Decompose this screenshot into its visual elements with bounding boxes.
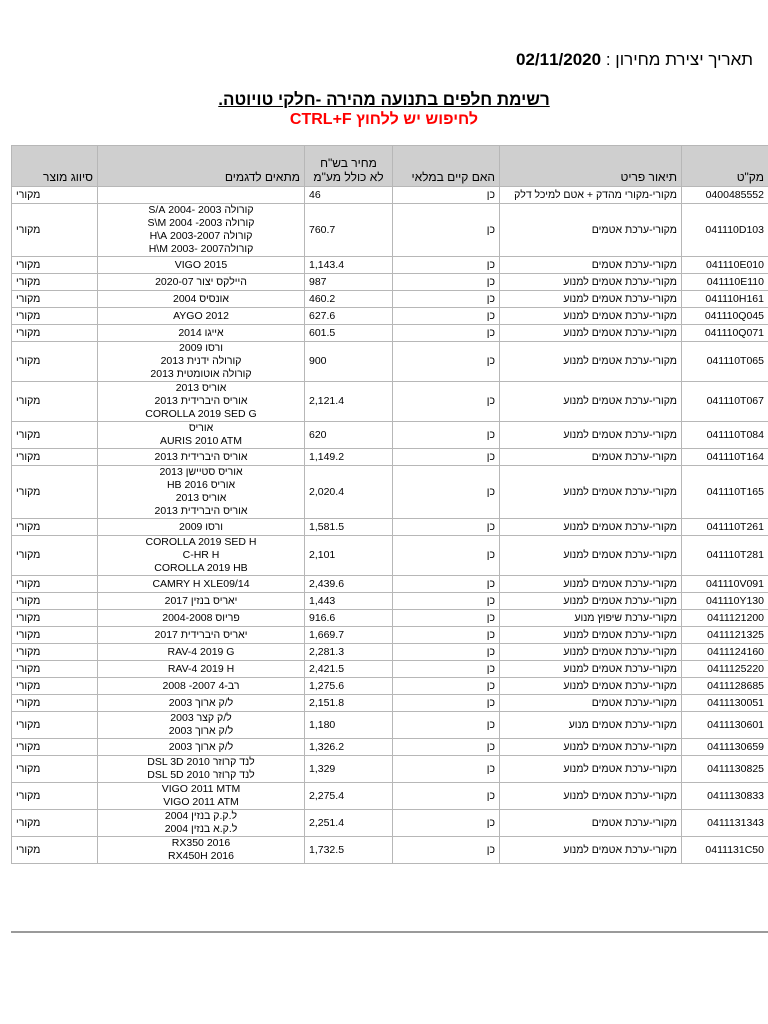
col-header-sku: מק"ט xyxy=(682,146,768,187)
table-cell-sku: 041110H161 xyxy=(682,291,768,308)
table-cell-description: מקורי-ערכת אטמים למנוע xyxy=(500,274,682,291)
table-cell-models: CAMRY H XLE09/14 xyxy=(98,576,305,593)
table-row xyxy=(12,274,768,291)
table-cell-sku: 0411125220 xyxy=(682,661,768,678)
table-cell-in-stock: כן xyxy=(393,627,500,644)
table-row xyxy=(12,342,768,382)
table-cell-sku: 0411130825 xyxy=(682,756,768,783)
table-cell-classification: מקורי xyxy=(12,593,98,610)
table-cell-models: ל/ק קצר 2003 ל/ק ארוך 2003 xyxy=(98,712,305,739)
table-cell-in-stock: כן xyxy=(393,756,500,783)
table-cell-price: 627.6 xyxy=(305,308,393,325)
table-cell-classification: מקורי xyxy=(12,661,98,678)
table-cell-description: מקורי-ערכת אטמים למנוע xyxy=(500,644,682,661)
table-cell-description: מקורי-ערכת אטמים למנוע xyxy=(500,756,682,783)
table-cell-classification: מקורי xyxy=(12,422,98,449)
table-cell-in-stock: כן xyxy=(393,257,500,274)
table-cell-description: מקורי-ערכת אטמים xyxy=(500,810,682,837)
table-cell-description: מקורי-ערכת אטמים למנוע xyxy=(500,739,682,756)
table-row xyxy=(12,422,768,449)
table-cell-models: ל/ק ארוך 2003 xyxy=(98,695,305,712)
table-cell-sku: 0411131343 xyxy=(682,810,768,837)
table-cell-sku: 041110D103 xyxy=(682,204,768,257)
table-row xyxy=(12,712,768,739)
table-row xyxy=(12,661,768,678)
page-title: רשימת חלפים בתנועה מהירה -חלקי טויוטה. xyxy=(218,90,550,109)
table-cell-models: אוריס היברידית 2013 xyxy=(98,449,305,466)
table-cell-description: מקורי-ערכת אטמים למנוע xyxy=(500,342,682,382)
table-cell-price: 2,121.4 xyxy=(305,382,393,422)
table-cell-price: 916.6 xyxy=(305,610,393,627)
table-cell-in-stock: כן xyxy=(393,644,500,661)
table-cell-models: יאריס בנזין 2017 xyxy=(98,593,305,610)
table-cell-description: מקורי-ערכת אטמים xyxy=(500,204,682,257)
table-cell-models: ל.ק.ק בנזין 2004 ל.ק.א בנזין 2004 xyxy=(98,810,305,837)
table-cell-in-stock: כן xyxy=(393,274,500,291)
table-cell-price: 2,421.5 xyxy=(305,661,393,678)
table-cell-classification: מקורי xyxy=(12,342,98,382)
table-cell-models: לנד קרוזר DSL 3D 2010 לנד קרוזר DSL 5D 2010 xyxy=(98,756,305,783)
table-cell-in-stock: כן xyxy=(393,610,500,627)
table-cell-models: ורסו 2009 קורולה ידנית 2013 קורולה אוטומטית 2013 xyxy=(98,342,305,382)
table-cell-sku: 0411121325 xyxy=(682,627,768,644)
table-cell-price: 1,143.4 xyxy=(305,257,393,274)
table-cell-classification: מקורי xyxy=(12,644,98,661)
table-row xyxy=(12,678,768,695)
table-row xyxy=(12,466,768,519)
table-cell-description: מקורי-ערכת אטמים למנוע xyxy=(500,627,682,644)
table-cell-sku: 041110T164 xyxy=(682,449,768,466)
table-row xyxy=(12,382,768,422)
table-cell-classification: מקורי xyxy=(12,536,98,576)
table-header-row xyxy=(12,146,768,187)
table-cell-classification: מקורי xyxy=(12,519,98,536)
table-cell-description: מקורי-ערכת אטמים למנוע xyxy=(500,536,682,576)
table-cell-description: מקורי-ערכת שיפוץ מנוע xyxy=(500,610,682,627)
table-row xyxy=(12,576,768,593)
table-cell-sku: 041110V091 xyxy=(682,576,768,593)
table-cell-price: 1,275.6 xyxy=(305,678,393,695)
table-cell-sku: 041110Y130 xyxy=(682,593,768,610)
table-cell-classification: מקורי xyxy=(12,308,98,325)
col-header-models: מתאים לדגמים xyxy=(98,146,305,187)
table-cell-models: RAV-4 2019 G xyxy=(98,644,305,661)
table-row xyxy=(12,695,768,712)
table-cell-in-stock: כן xyxy=(393,325,500,342)
table-cell-description: מקורי-ערכת אטמים למנוע xyxy=(500,422,682,449)
table-cell-description: מקורי-ערכת אטמים למנוע xyxy=(500,382,682,422)
table-cell-description: מקורי-ערכת אטמים למנוע xyxy=(500,308,682,325)
table-cell-models: אוריס AURIS 2010 ATM xyxy=(98,422,305,449)
table-cell-models: אוריס 2013 אוריס היברידית 2013 COROLLA 2019 SED G xyxy=(98,382,305,422)
table-cell-classification: מקורי xyxy=(12,695,98,712)
table-cell-models: ל/ק ארוך 2003 xyxy=(98,739,305,756)
table-cell-models: פריוס 2004-2008 xyxy=(98,610,305,627)
table-row xyxy=(12,756,768,783)
table-cell-models: אוריס סטיישן 2013 אוריס HB 2016 אוריס 2013 אוריס היברידית 2013 xyxy=(98,466,305,519)
table-cell-price: 2,251.4 xyxy=(305,810,393,837)
table-cell-price: 620 xyxy=(305,422,393,449)
table-cell-sku: 0411130051 xyxy=(682,695,768,712)
table-row xyxy=(12,187,768,204)
table-cell-description: מקורי-ערכת אטמים xyxy=(500,449,682,466)
table-cell-in-stock: כן xyxy=(393,661,500,678)
table-cell-classification: מקורי xyxy=(12,712,98,739)
table-row xyxy=(12,519,768,536)
table-cell-in-stock: כן xyxy=(393,712,500,739)
date-label: תאריך יצירת מחירון : xyxy=(605,50,753,69)
table-cell-sku: 041110T067 xyxy=(682,382,768,422)
table-cell-in-stock: כן xyxy=(393,342,500,382)
table-cell-in-stock: כן xyxy=(393,519,500,536)
table-row xyxy=(12,837,768,864)
table-cell-sku: 041110T165 xyxy=(682,466,768,519)
table-cell-models: RX350 2016 RX450H 2016 xyxy=(98,837,305,864)
table-cell-classification: מקורי xyxy=(12,627,98,644)
table-cell-price: 1,732.5 xyxy=(305,837,393,864)
table-row xyxy=(12,644,768,661)
table-cell-models: VIGO 2015 xyxy=(98,257,305,274)
table-row xyxy=(12,204,768,257)
table-cell-in-stock: כן xyxy=(393,810,500,837)
table-cell-in-stock: כן xyxy=(393,593,500,610)
table-cell-in-stock: כן xyxy=(393,739,500,756)
parts-table xyxy=(11,145,768,864)
table-row xyxy=(12,783,768,810)
table-cell-price: 1,669.7 xyxy=(305,627,393,644)
table-cell-classification: מקורי xyxy=(12,291,98,308)
table-row xyxy=(12,449,768,466)
table-cell-in-stock: כן xyxy=(393,308,500,325)
table-cell-sku: 041110Q045 xyxy=(682,308,768,325)
table-cell-in-stock: כן xyxy=(393,678,500,695)
table-cell-classification: מקורי xyxy=(12,576,98,593)
table-row xyxy=(12,325,768,342)
table-cell-description: מקורי-ערכת אטמים למנוע xyxy=(500,783,682,810)
table-cell-price: 1,180 xyxy=(305,712,393,739)
table-cell-classification: מקורי xyxy=(12,810,98,837)
table-cell-sku: 041110Q071 xyxy=(682,325,768,342)
table-cell-models: היילקס יצור 2020-07 xyxy=(98,274,305,291)
table-cell-price: 1,581.5 xyxy=(305,519,393,536)
table-row xyxy=(12,627,768,644)
table-cell-sku: 0411121200 xyxy=(682,610,768,627)
table-row xyxy=(12,536,768,576)
table-cell-classification: מקורי xyxy=(12,739,98,756)
table-row xyxy=(12,291,768,308)
table-cell-classification: מקורי xyxy=(12,466,98,519)
table-cell-sku: 041110T084 xyxy=(682,422,768,449)
table-cell-price: 1,443 xyxy=(305,593,393,610)
table-cell-in-stock: כן xyxy=(393,204,500,257)
table-row xyxy=(12,257,768,274)
table-cell-description: מקורי-ערכת אטמים למנוע xyxy=(500,661,682,678)
table-cell-classification: מקורי xyxy=(12,678,98,695)
table-cell-sku: 041110T261 xyxy=(682,519,768,536)
table-cell-classification: מקורי xyxy=(12,274,98,291)
table-cell-classification: מקורי xyxy=(12,187,98,204)
col-header-price: מחיר בש"ח לא כולל מע"מ xyxy=(305,146,393,187)
table-cell-classification: מקורי xyxy=(12,204,98,257)
table-cell-description: מקורי-ערכת אטמים למנוע xyxy=(500,325,682,342)
table-cell-price: 2,281.3 xyxy=(305,644,393,661)
table-row xyxy=(12,610,768,627)
table-cell-in-stock: כן xyxy=(393,382,500,422)
table-cell-description: מקורי-ערכת אטמים למנוע xyxy=(500,519,682,536)
table-cell-models: קורולה 2003 -2004 S/A קורולה 2003- 2004 S\M קורולה 2003-2007 H\A קורולה2007 -2003 H\M xyxy=(98,204,305,257)
table-cell-description: מקורי-ערכת אטמים xyxy=(500,695,682,712)
table-cell-price: 2,020.4 xyxy=(305,466,393,519)
table-cell-in-stock: כן xyxy=(393,466,500,519)
table-cell-description: מקורי-ערכת אטמים מנוע xyxy=(500,712,682,739)
col-header-description: תיאור פריט xyxy=(500,146,682,187)
table-cell-sku: 041110E110 xyxy=(682,274,768,291)
table-cell-description: מקורי-ערכת אטמים למנוע xyxy=(500,593,682,610)
table-cell-classification: מקורי xyxy=(12,756,98,783)
table-cell-price: 601.5 xyxy=(305,325,393,342)
table-cell-sku: 0411130833 xyxy=(682,783,768,810)
table-cell-price: 760.7 xyxy=(305,204,393,257)
table-cell-classification: מקורי xyxy=(12,257,98,274)
table-cell-in-stock: כן xyxy=(393,536,500,576)
table-cell-models: VIGO 2011 MTM VIGO 2011 ATM xyxy=(98,783,305,810)
table-cell-in-stock: כן xyxy=(393,422,500,449)
table-cell-in-stock: כן xyxy=(393,837,500,864)
table-cell-classification: מקורי xyxy=(12,610,98,627)
table-cell-classification: מקורי xyxy=(12,837,98,864)
table-cell-price: 1,329 xyxy=(305,756,393,783)
table-cell-models: רב-4 2007- 2008 xyxy=(98,678,305,695)
table-row xyxy=(12,593,768,610)
table-cell-in-stock: כן xyxy=(393,187,500,204)
table-cell-price: 460.2 xyxy=(305,291,393,308)
table-cell-price: 1,326.2 xyxy=(305,739,393,756)
table-cell-sku: 0411124160 xyxy=(682,644,768,661)
table-cell-description: מקורי-ערכת אטמים למנוע xyxy=(500,576,682,593)
table-cell-sku: 041110T065 xyxy=(682,342,768,382)
table-cell-models: ורסו 2009 xyxy=(98,519,305,536)
table-row xyxy=(12,810,768,837)
table-cell-classification: מקורי xyxy=(12,449,98,466)
table-cell-sku: 041110T281 xyxy=(682,536,768,576)
table-cell-description: מקורי-מקורי מהדק + אטם למיכל דלק xyxy=(500,187,682,204)
table-cell-price: 1,149.2 xyxy=(305,449,393,466)
table-cell-in-stock: כן xyxy=(393,291,500,308)
table-cell-sku: 0411131C50 xyxy=(682,837,768,864)
table-cell-price: 2,275.4 xyxy=(305,783,393,810)
table-cell-models xyxy=(98,187,305,204)
table-cell-in-stock: כן xyxy=(393,449,500,466)
table-cell-classification: מקורי xyxy=(12,325,98,342)
table-cell-models: AYGO 2012 xyxy=(98,308,305,325)
date-value: 02/11/2020 xyxy=(516,50,602,69)
table-cell-price: 987 xyxy=(305,274,393,291)
table-cell-in-stock: כן xyxy=(393,783,500,810)
price-list-date xyxy=(516,50,753,70)
table-cell-sku: 0411130659 xyxy=(682,739,768,756)
table-row xyxy=(12,739,768,756)
table-cell-classification: מקורי xyxy=(12,783,98,810)
table-cell-sku: 041110E010 xyxy=(682,257,768,274)
table-cell-sku: 0400485552 xyxy=(682,187,768,204)
table-cell-in-stock: כן xyxy=(393,576,500,593)
table-cell-description: מקורי-ערכת אטמים למנוע xyxy=(500,837,682,864)
table-cell-price: 46 xyxy=(305,187,393,204)
search-hint: לחיפוש יש ללחוץ CTRL+F xyxy=(289,111,479,128)
table-cell-in-stock: כן xyxy=(393,695,500,712)
table-cell-description: מקורי-ערכת אטמים למנוע xyxy=(500,291,682,308)
table-cell-description: מקורי-ערכת אטמים למנוע xyxy=(500,466,682,519)
table-cell-description: מקורי-ערכת אטמים למנוע xyxy=(500,678,682,695)
table-cell-price: 900 xyxy=(305,342,393,382)
table-cell-price: 2,151.8 xyxy=(305,695,393,712)
col-header-in-stock: האם קיים במלאי xyxy=(393,146,500,187)
table-cell-models: יאריס היברידית 2017 xyxy=(98,627,305,644)
page-bottom-rule xyxy=(11,931,768,933)
table-cell-models: אייגו 2014 xyxy=(98,325,305,342)
table-cell-description: מקורי-ערכת אטמים xyxy=(500,257,682,274)
table-cell-models: RAV-4 2019 H xyxy=(98,661,305,678)
table-cell-models: אונסיס 2004 xyxy=(98,291,305,308)
col-header-classification: סיווג מוצר xyxy=(12,146,98,187)
table-cell-price: 2,439.6 xyxy=(305,576,393,593)
table-cell-models: COROLLA 2019 SED H C-HR H COROLLA 2019 HB xyxy=(98,536,305,576)
table-row xyxy=(12,308,768,325)
table-cell-sku: 0411128685 xyxy=(682,678,768,695)
table-cell-price: 2,101 xyxy=(305,536,393,576)
table-cell-sku: 0411130601 xyxy=(682,712,768,739)
table-cell-classification: מקורי xyxy=(12,382,98,422)
